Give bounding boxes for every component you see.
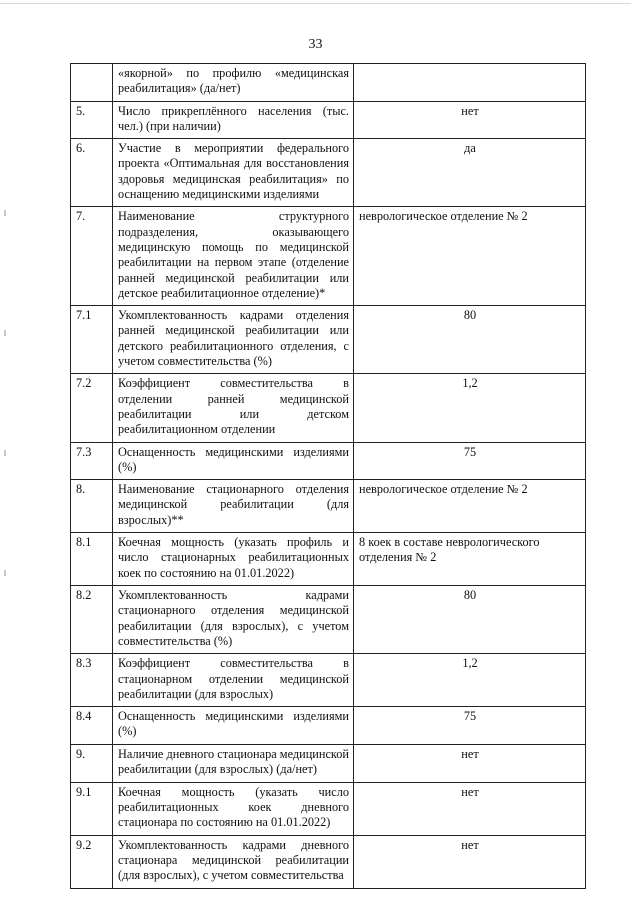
row-number: 9.1: [71, 782, 113, 835]
row-number: 7.1: [71, 306, 113, 374]
row-label: Участие в мероприятии федерального проекта «Оптимальная для восстановления здоровья медицинская реабилитация» по оснащению медицинскими изделиями: [113, 139, 354, 207]
row-number: [71, 64, 113, 102]
row-number: 8.2: [71, 586, 113, 654]
row-value: 80: [354, 586, 586, 654]
table-row: [71, 374, 586, 442]
row-label: Оснащенность медицинскими изделиями (%): [113, 707, 354, 745]
row-value: нет: [354, 782, 586, 835]
row-number: 7.3: [71, 442, 113, 480]
row-label: Число прикреплённого населения (тыс. чел.) (при наличии): [113, 101, 354, 139]
scan-edge-mark: [4, 330, 6, 336]
row-label: Наименование стационарного отделения медицинской реабилитации (для взрослых)**: [113, 480, 354, 533]
row-number: 8.: [71, 480, 113, 533]
row-label: Наименование структурного подразделения, оказывающего медицинскую помощь по медицинской реабилитации на первом этапе (отделение ранней медицинской реабилитации или детское реабилитационное отделение)*: [113, 207, 354, 306]
table-row: [71, 101, 586, 139]
row-label: Коэффициент совместительства в отделении ранней медицинской реабилитации или детском реабилитационном отделении: [113, 374, 354, 442]
row-label: Укомплектованность кадрами отделения ранней медицинской реабилитации или детского реабилитационного отделения, с учетом совместительства (%): [113, 306, 354, 374]
row-label: Коэффициент совместительства в стационарном отделении медицинской реабилитации (для взрослых): [113, 654, 354, 707]
row-value: нет: [354, 745, 586, 783]
table-row: [71, 64, 586, 102]
row-value: нет: [354, 835, 586, 888]
row-label: Наличие дневного стационара медицинской реабилитации (для взрослых) (да/нет): [113, 745, 354, 783]
row-number: 9.2: [71, 835, 113, 888]
row-number: 7.2: [71, 374, 113, 442]
row-value: нет: [354, 101, 586, 139]
table-row: [71, 586, 586, 654]
row-value: неврологическое отделение № 2: [354, 480, 586, 533]
row-value: да: [354, 139, 586, 207]
row-value: [354, 64, 586, 102]
table-row: [71, 442, 586, 480]
row-value: неврологическое отделение № 2: [354, 207, 586, 306]
row-value: 75: [354, 442, 586, 480]
row-label: Коечная мощность (указать число реабилитационных коек дневного стационара по состоянию на 01.01.2022): [113, 782, 354, 835]
table-row: [71, 207, 586, 306]
table-row: [71, 782, 586, 835]
row-value: 1,2: [354, 654, 586, 707]
table-row: [71, 306, 586, 374]
row-number: 7.: [71, 207, 113, 306]
table-row: [71, 745, 586, 783]
row-label: Коечная мощность (указать профиль и число стационарных реабилитационных коек по состоянию на 01.01.2022): [113, 533, 354, 586]
scan-top-edge: [0, 3, 631, 4]
scan-edge-mark: [4, 210, 6, 216]
row-label: «якорной» по профилю «медицинская реабилитация» (да/нет): [113, 64, 354, 102]
row-value: 1,2: [354, 374, 586, 442]
table-row: [71, 139, 586, 207]
row-number: 8.1: [71, 533, 113, 586]
table-row: [71, 533, 586, 586]
row-label: Укомплектованность кадрами стационарного отделения медицинской реабилитации (для взрослых), с учетом совместительства (%): [113, 586, 354, 654]
row-number: 8.4: [71, 707, 113, 745]
row-label: Укомплектованность кадрами дневного стационара медицинской реабилитации (для взрослых), с учетом совместительства: [113, 835, 354, 888]
row-label: Оснащенность медицинскими изделиями (%): [113, 442, 354, 480]
row-number: 5.: [71, 101, 113, 139]
table-row: [71, 654, 586, 707]
page-number: 33: [308, 37, 323, 52]
row-value: 75: [354, 707, 586, 745]
scan-edge-mark: [4, 570, 6, 576]
row-number: 8.3: [71, 654, 113, 707]
table-row: [71, 480, 586, 533]
table-row: [71, 835, 586, 888]
row-number: 9.: [71, 745, 113, 783]
row-value: 80: [354, 306, 586, 374]
table-body: [71, 64, 586, 889]
row-value: 8 коек в составе неврологического отделения № 2: [354, 533, 586, 586]
rehabilitation-data-table: [70, 63, 586, 889]
table-row: [71, 707, 586, 745]
row-number: 6.: [71, 139, 113, 207]
scan-edge-mark: [4, 450, 6, 456]
